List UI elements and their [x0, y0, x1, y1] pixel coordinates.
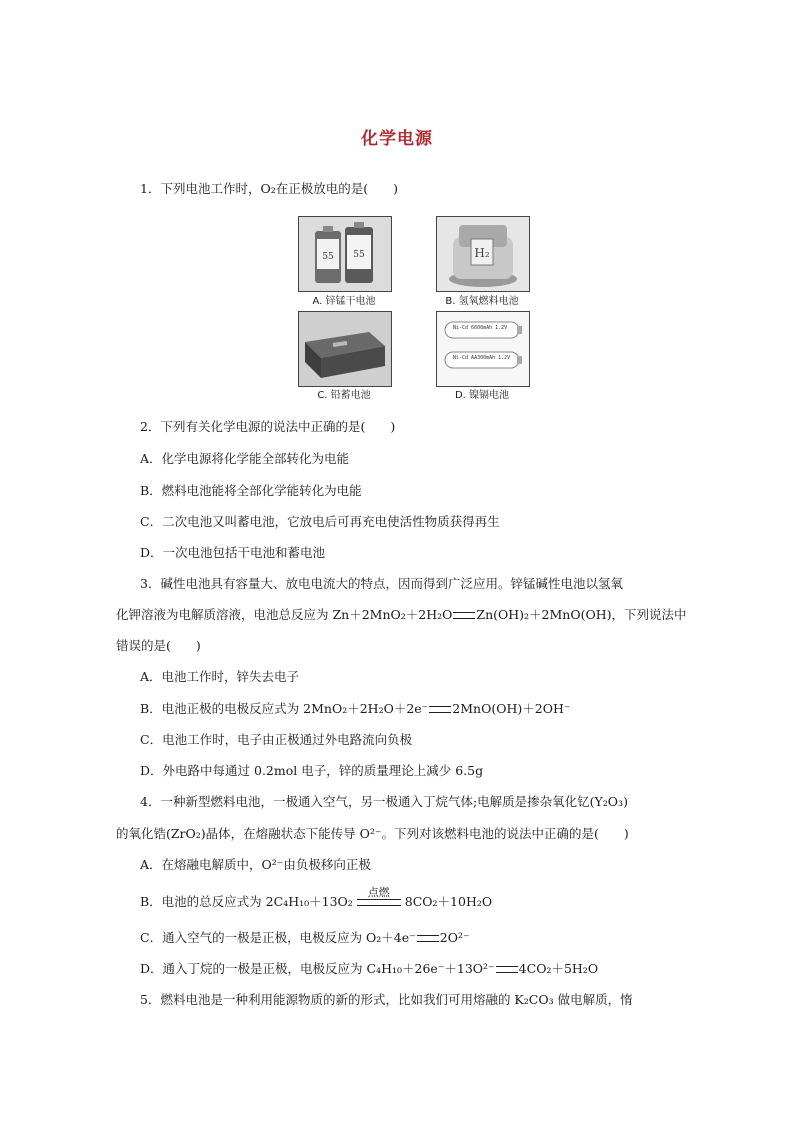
q4-option-c-right: 2O²⁻ — [439, 930, 470, 945]
q2-option-b: B．燃料电池能将全部化学能转化为电能 — [140, 483, 362, 498]
q3-option-b-right: 2MnO(OH)＋2OH⁻ — [452, 701, 571, 716]
figure-d-label: D. 镍镉电池 — [454, 390, 510, 401]
hydrogen-fuel-cell-icon — [436, 216, 530, 292]
equals-sign — [453, 612, 475, 619]
q4-option-d-left: D．通入丁烷的一极是正极，电极反应为 C₄H₁₀＋26e⁻＋13O²⁻ — [140, 961, 495, 976]
q3-option-a: A．电池工作时，锌失去电子 — [140, 669, 300, 684]
q4-option-c — [140, 929, 710, 947]
q4-option-c-left: C．通入空气的一极是正极，电极反应为 O₂＋4e⁻ — [140, 930, 416, 945]
q3-reaction-right: Zn(OH)₂＋2MnO(OH)，下列说法中 — [476, 607, 687, 622]
question-3-stem-line-3: 错误的是( ) — [116, 638, 201, 653]
reaction-condition-text: 点燃 — [367, 886, 390, 899]
cell-1-text: Ni-Cd 6600mAh 1.2V — [453, 325, 508, 331]
lead-acid-battery-icon — [298, 311, 392, 387]
svg-text:55: 55 — [353, 250, 365, 260]
q4-option-b-left: B．电池的总反应式为 2C₄H₁₀＋13O₂ — [140, 894, 353, 909]
question-4-stem-line-2: 的氧化锆(ZrO₂)晶体，在熔融状态下能传导 O²⁻。下列对该燃料电池的说法中正确的是( ) — [116, 826, 629, 841]
question-3-stem-line-1: 3．碱性电池具有容量大、放电电流大的特点，因而得到广泛应用。锌锰碱性电池以氢氧 — [140, 576, 623, 591]
q2-option-c: C．二次电池又叫蓄电池，它放电后可再充电使活性物质获得再生 — [140, 514, 500, 529]
q4-option-a: A．在熔融电解质中，O²⁻由负极移向正极 — [140, 857, 371, 872]
q3-option-d: D．外电路中每通过 0.2mol 电子，锌的质量理论上减少 6.5g — [140, 763, 484, 778]
question-4-stem-line-1: 4．一种新型燃料电池，一极通入空气，另一极通入丁烷气体;电解质是掺杂氧化钇(Y₂O₃) — [140, 794, 628, 809]
q2-option-d: D．一次电池包括干电池和蓄电池 — [140, 545, 326, 560]
q3-option-b-left: B．电池正极的电极反应式为 2MnO₂＋2H₂O＋2e⁻ — [140, 701, 429, 716]
question-3-stem-line-2 — [116, 606, 686, 624]
figure-b-label: B. 氢氧燃料电池 — [445, 296, 519, 307]
page-title: 化学电源 — [361, 129, 433, 149]
q3-option-c: C．电池工作时，电子由正极通过外电路流向负极 — [140, 732, 413, 747]
q3-option-b — [140, 700, 710, 718]
cell-2-text: Ni-Cd AA300mAh 1.2V — [453, 355, 511, 361]
q4-option-d-right: 4CO₂＋5H₂O — [518, 961, 599, 976]
equals-sign — [417, 935, 439, 942]
q4-option-d — [140, 960, 710, 978]
q3-reaction-left: 化钾溶液为电解质溶液，电池总反应为 Zn＋2MnO₂＋2H₂O — [116, 607, 453, 622]
nickel-cadmium-battery-icon — [436, 311, 530, 387]
reaction-condition — [357, 886, 401, 906]
svg-text:55: 55 — [322, 252, 334, 262]
q2-option-a: A．化学电源将化学能全部转化为电能 — [140, 451, 350, 466]
equals-sign — [429, 706, 451, 713]
question-2-stem: 2．下列有关化学电源的说法中正确的是( ) — [140, 419, 396, 434]
question-1-stem: 1．下列电池工作时，O₂在正极放电的是( ) — [140, 181, 398, 196]
equals-sign — [496, 966, 518, 973]
zinc-manganese-battery-icon — [298, 216, 392, 292]
svg-text:H₂: H₂ — [474, 246, 490, 260]
figure-a-label: A. 锌锰干电池 — [312, 296, 376, 307]
figure-c-label: C. 铅蓄电池 — [317, 390, 371, 401]
q4-option-b — [140, 886, 710, 911]
question-5-stem-line-1: 5．燃料电池是一种利用能源物质的新的形式，比如我们可用熔融的 K₂CO₃ 做电解质，惰 — [140, 992, 633, 1007]
q4-option-b-right: 8CO₂＋10H₂O — [404, 894, 493, 909]
